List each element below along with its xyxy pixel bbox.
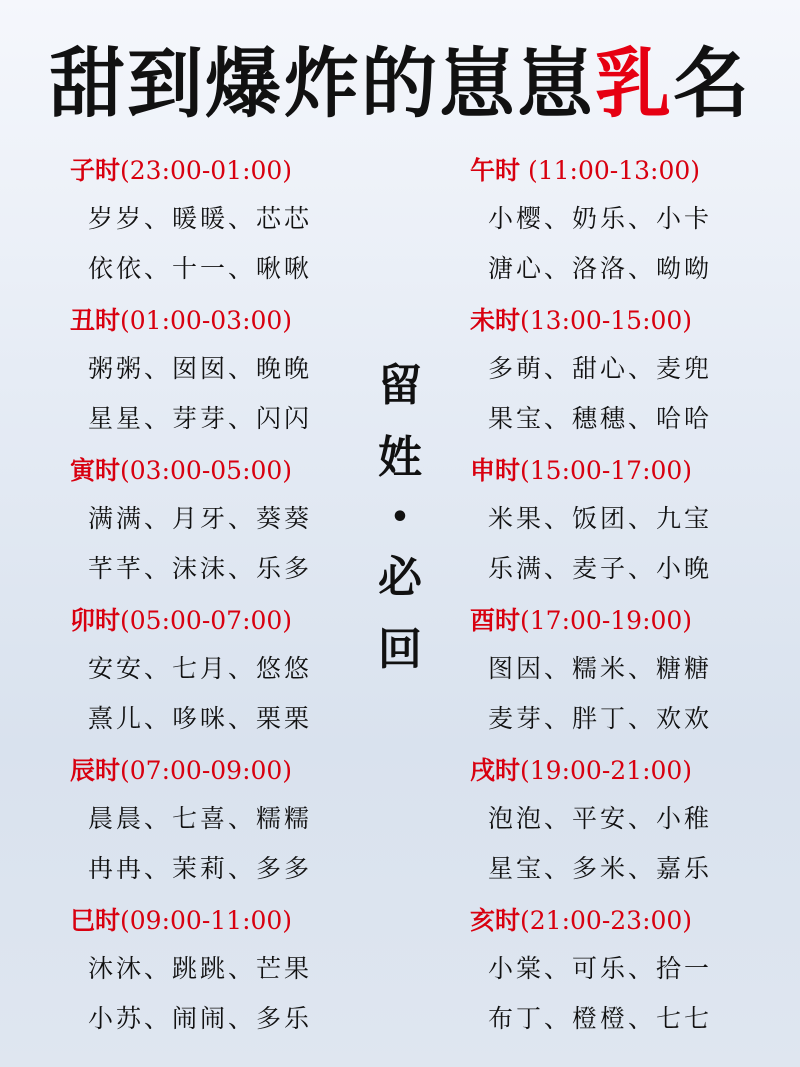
time-group — [70, 148, 340, 298]
time-name: 丑时 — [70, 306, 121, 335]
time-group — [70, 298, 340, 448]
name-row: 布丁、橙橙、七七 — [488, 1004, 713, 1033]
time-heading — [70, 298, 340, 344]
right-column — [470, 148, 760, 1048]
name-row: 粥粥、囡囡、晚晚 — [88, 354, 313, 383]
name-row: 小樱、奶乐、小卡 — [488, 204, 713, 233]
time-name: 午时 — [470, 156, 521, 185]
time-name: 卯时 — [70, 606, 121, 635]
slogan-char: 必 — [378, 552, 422, 603]
time-range: (17:00-19:00) — [520, 606, 693, 635]
name-row: 小棠、可乐、拾一 — [488, 954, 713, 983]
time-heading — [470, 898, 760, 944]
time-range: (11:00-13:00) — [520, 156, 701, 185]
time-name: 亥时 — [470, 906, 521, 935]
time-range: (21:00-23:00) — [520, 906, 693, 935]
time-group — [470, 448, 760, 598]
name-row: 熹儿、哆咪、栗栗 — [88, 704, 313, 733]
slogan-dot: • — [390, 500, 410, 535]
name-row: 沐沐、跳跳、芒果 — [88, 954, 313, 983]
time-name: 未时 — [470, 306, 521, 335]
time-range: (13:00-15:00) — [520, 306, 693, 335]
name-row: 米果、饭团、九宝 — [488, 504, 713, 533]
name-row: 依依、十一、啾啾 — [88, 254, 313, 283]
time-range: (19:00-21:00) — [520, 756, 693, 785]
name-row: 满满、月牙、葵葵 — [88, 504, 313, 533]
name-row: 乐满、麦子、小晚 — [488, 554, 713, 583]
time-range: (09:00-11:00) — [120, 906, 293, 935]
left-column — [70, 148, 340, 1048]
time-heading — [70, 598, 340, 644]
slogan-char: 姓 — [378, 432, 422, 483]
center-slogan — [375, 350, 425, 686]
name-row: 冉冉、茉莉、多多 — [88, 854, 313, 883]
name-row: 晨晨、七喜、糯糯 — [88, 804, 313, 833]
time-name: 巳时 — [70, 906, 121, 935]
name-row: 多萌、甜心、麦兜 — [488, 354, 713, 383]
time-range: (03:00-05:00) — [120, 456, 293, 485]
name-row: 芊芊、沫沫、乐多 — [88, 554, 313, 583]
name-row: 安安、七月、悠悠 — [88, 654, 313, 683]
time-group — [70, 598, 340, 748]
time-group — [470, 298, 760, 448]
name-row: 岁岁、暖暖、芯芯 — [88, 204, 313, 233]
time-heading — [470, 598, 760, 644]
slogan-char: 留 — [378, 360, 422, 411]
time-heading — [470, 298, 760, 344]
name-row: 果宝、穗穗、哈哈 — [488, 404, 713, 433]
time-group — [470, 148, 760, 298]
time-range: (23:00-01:00) — [120, 156, 293, 185]
name-row: 麦芽、胖丁、欢欢 — [488, 704, 713, 733]
time-name: 申时 — [470, 456, 521, 485]
title-text: 甜到爆炸的崽崽 — [49, 38, 595, 128]
time-name: 子时 — [70, 156, 121, 185]
time-range: (15:00-17:00) — [520, 456, 693, 485]
time-group — [70, 748, 340, 898]
time-heading — [70, 748, 340, 794]
name-row: 星星、芽芽、闪闪 — [88, 404, 313, 433]
time-range: (01:00-03:00) — [120, 306, 293, 335]
time-range: (07:00-09:00) — [120, 756, 293, 785]
time-name: 寅时 — [70, 456, 121, 485]
time-heading — [470, 148, 760, 194]
name-row: 溏心、洛洛、呦呦 — [488, 254, 713, 283]
time-name: 辰时 — [70, 756, 121, 785]
time-heading — [70, 898, 340, 944]
time-group — [470, 898, 760, 1048]
slogan-char: 回 — [378, 624, 422, 675]
time-heading — [470, 748, 760, 794]
time-group — [70, 898, 340, 1048]
time-heading — [70, 448, 340, 494]
time-heading — [470, 448, 760, 494]
name-row: 小苏、闹闹、多乐 — [88, 1004, 313, 1033]
time-group — [70, 448, 340, 598]
name-row: 星宝、多米、嘉乐 — [488, 854, 713, 883]
title-text-end: 名 — [673, 38, 751, 128]
page-title — [0, 22, 800, 132]
time-group — [470, 748, 760, 898]
title-highlight: 乳 — [595, 38, 673, 128]
time-name: 酉时 — [470, 606, 521, 635]
name-row: 泡泡、平安、小稚 — [488, 804, 713, 833]
time-group — [470, 598, 760, 748]
name-row: 图因、糯米、糖糖 — [488, 654, 713, 683]
time-range: (05:00-07:00) — [120, 606, 293, 635]
time-name: 戌时 — [470, 756, 521, 785]
time-heading — [70, 148, 340, 194]
